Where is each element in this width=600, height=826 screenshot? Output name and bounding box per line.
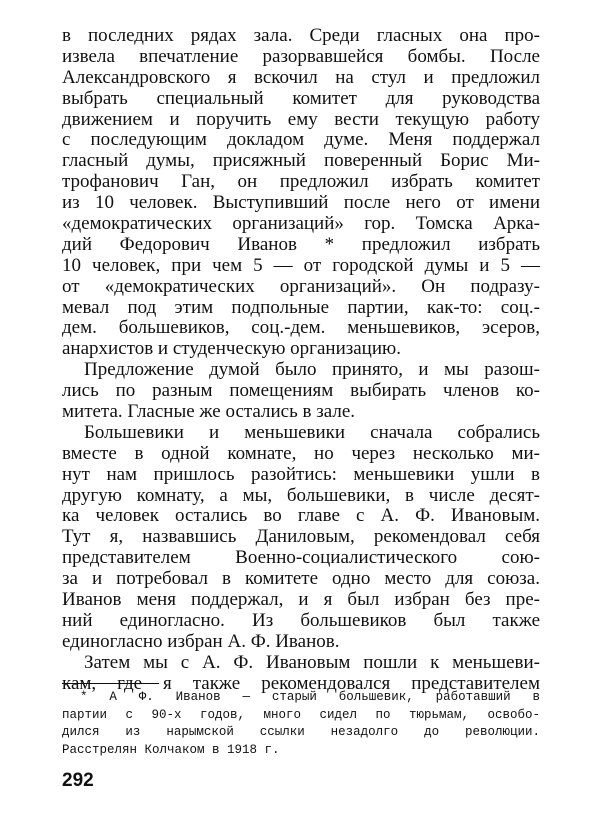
paragraph-start-line: Затем мы с А. Ф. Ивановым пошли к меньшеви- — [84, 651, 540, 673]
text-line: движением и поручить ему вести текущую работу — [62, 108, 540, 130]
text-line: Иванов меня поддержал, и я был избран без пре- — [62, 589, 540, 611]
footnote — [62, 689, 540, 759]
text-line: дий Федорович Иванов * предложил избрать — [62, 233, 540, 255]
text-line: анархистов и студенческую организацию. — [62, 338, 401, 360]
footnote-line: дился из нарымской ссылки незадолго до революции. — [62, 725, 540, 739]
text-line: 10 человек, при чем 5 — от городской думы и 5 — — [62, 254, 540, 276]
paragraph-start-line: Предложение думой было принято, и мы разош- — [84, 359, 540, 381]
paragraph-start-line: Большевики и меньшевики сначала собрались — [84, 421, 540, 443]
text-line: ка человек остались во главе с А. Ф. Ивановым. — [62, 505, 540, 527]
text-line: выбрать специальный комитет для руководства — [62, 87, 540, 109]
text-line: гласный думы, присяжный поверенный Борис Ми- — [62, 150, 540, 172]
text-line: извела впечатление разорвавшейся бомбы. После — [62, 45, 540, 67]
main-text — [62, 26, 540, 695]
text-line: вместе в одной комнате, но через несколько ми- — [62, 442, 540, 464]
text-line: дем. большевиков, соц.-дем. меньшевиков, эсеров, — [62, 317, 540, 339]
text-line: с последующим докладом думе. Меня поддержал — [62, 129, 540, 151]
text-line: из 10 человек. Выступивший после него от имени — [62, 192, 540, 214]
text-line: Александровского я вскочил на стул и предложил — [62, 66, 540, 88]
text-line: кам, где я также рекомендовался представителем — [62, 672, 540, 694]
text-line: митета. Гласные же остались в зале. — [62, 401, 356, 423]
text-line: в последних рядах зала. Среди гласных она про- — [62, 25, 540, 46]
text-line: лись по разным помещениям выбирать членов ко- — [62, 380, 540, 402]
text-line: трофанович Ган, он предложил избрать комитет — [62, 171, 540, 193]
footnote-line: * А Ф. Иванов — старый большевик, работавший в — [80, 690, 540, 704]
text-line: от «демократических организаций». Он подразу- — [62, 275, 540, 297]
text-line: мевал под этим подпольные партии, как-то: соц.- — [62, 296, 540, 318]
text-line: единогласно избран А. Ф. Иванов. — [62, 630, 340, 652]
page-number: 292 — [62, 770, 94, 791]
text-line: «демократических организаций» гор. Томска Арка- — [62, 213, 540, 235]
footnote-line: Расстрелян Колчаком в 1918 г. — [62, 742, 280, 757]
text-line: за и потребовал в комитете одно место для союза. — [62, 568, 540, 590]
text-line: Тут я, назвавшись Даниловым, рекомендовал себя — [62, 526, 540, 548]
text-line: другую комнату, а мы, большевики, в числе десят- — [62, 484, 540, 506]
footnote-line: партии с 90-х годов, много сидел по тюрьмам, освобо- — [62, 707, 540, 722]
footnote-divider — [62, 683, 159, 684]
text-line: нут нам пришлось разойтись: меньшевики ушли в — [62, 463, 540, 485]
text-line: ний единогласно. Из большевиков был также — [62, 609, 540, 631]
text-line: представителем Военно-социалистического сою- — [62, 547, 540, 569]
